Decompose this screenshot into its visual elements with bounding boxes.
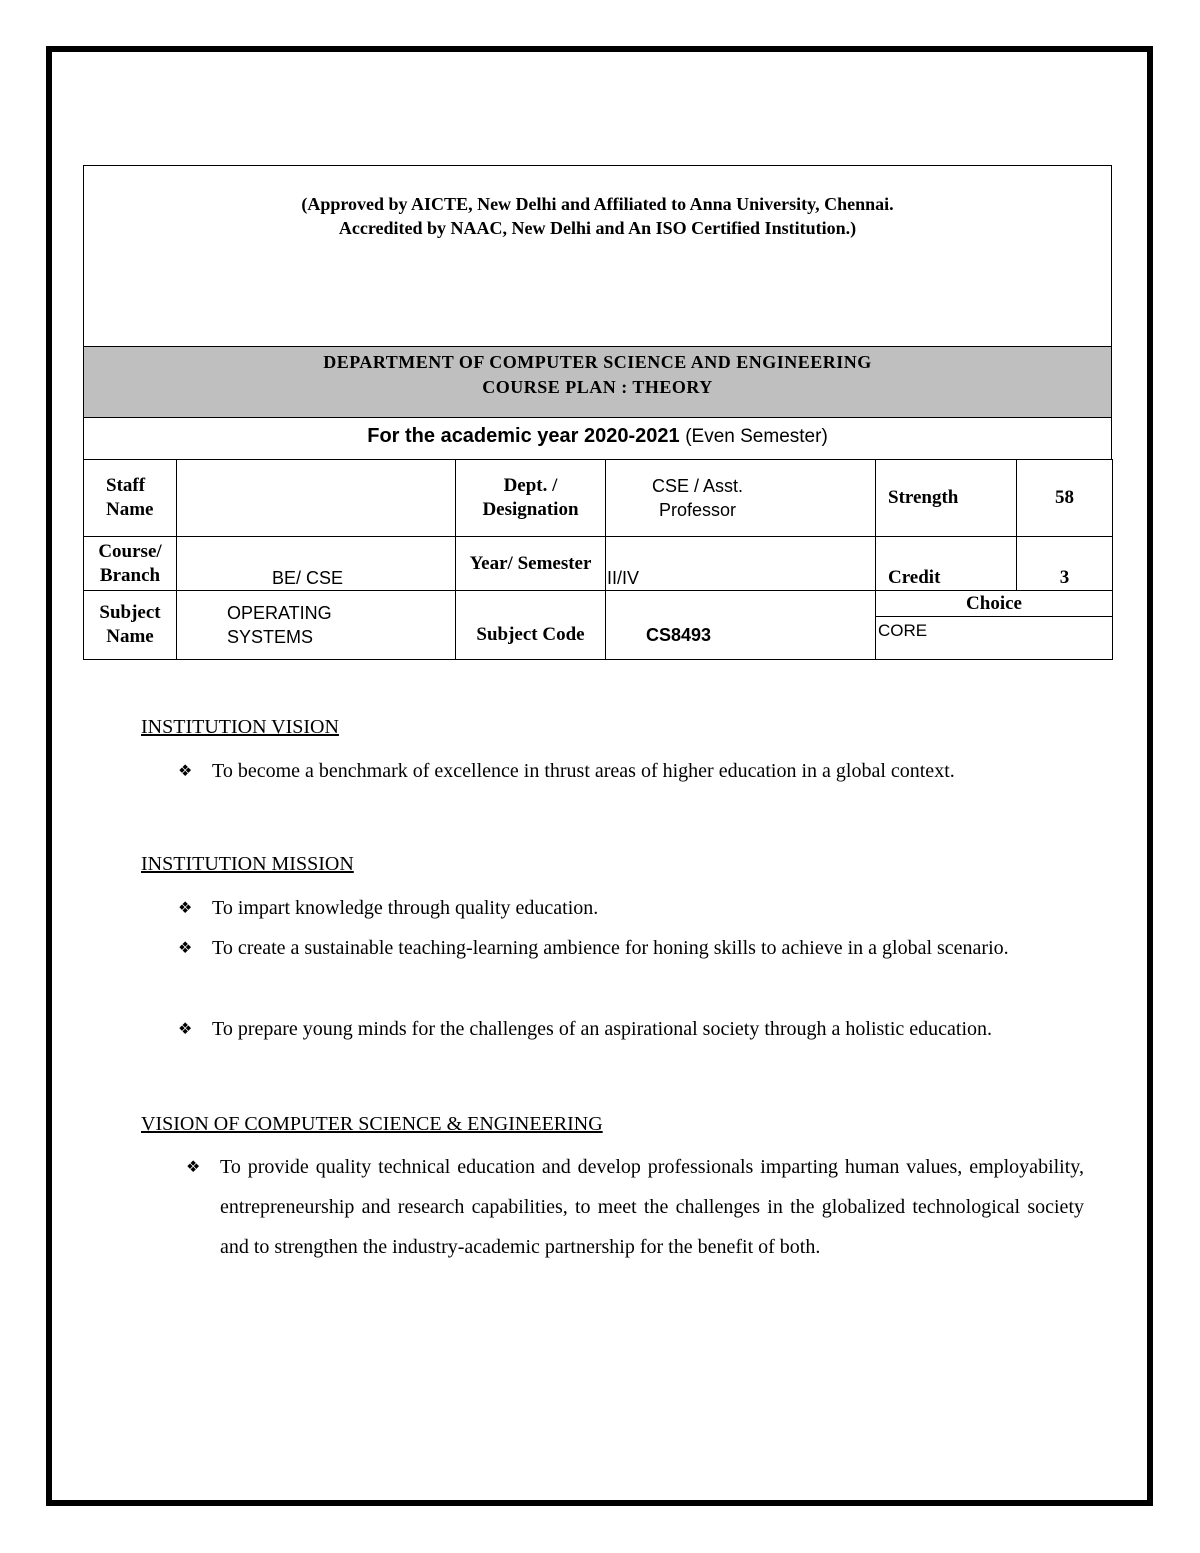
mission-item-2: To create a sustainable teaching-learning ambience for honing skills to achieve in a global scenario. — [212, 937, 1009, 959]
subject-name-value: OPERATING SYSTEMS — [177, 591, 456, 660]
table-row — [84, 591, 1113, 660]
year-semester-label: Year/ Semester — [456, 537, 606, 591]
staff-name-value — [177, 460, 456, 537]
choice-value: CORE — [878, 621, 928, 640]
bullet-icon: ❖ — [178, 938, 193, 957]
bullet-icon: ❖ — [178, 1019, 193, 1038]
semester-note: (Even Semester) — [685, 426, 828, 447]
mission-item-3: To prepare young minds for the challenges of an aspirational society through a holistic education. — [212, 1018, 993, 1040]
bullet-icon: ❖ — [178, 898, 193, 917]
subject-code-value: CS8493 — [606, 591, 876, 660]
academic-year-row — [83, 419, 1112, 459]
department-band — [84, 346, 1111, 418]
institution-mission-title: INSTITUTION MISSION — [141, 853, 354, 875]
approval-line-1: (Approved by AICTE, New Delhi and Affiliated to Anna University, Chennai. — [301, 194, 894, 214]
mission-item-1: To impart knowledge through quality education. — [212, 897, 599, 919]
institution-vision-title: INSTITUTION VISION — [141, 716, 339, 738]
header-box — [83, 165, 1112, 420]
approval-statement — [84, 192, 1111, 240]
staff-name-label: Staff Name — [84, 460, 177, 537]
approval-line-2: Accredited by NAAC, New Delhi and An ISO Certified Institution.) — [338, 218, 857, 238]
subject-code-label: Subject Code — [456, 591, 606, 660]
department-title: DEPARTMENT OF COMPUTER SCIENCE AND ENGINEERING — [323, 352, 872, 372]
cse-vision-item-1: To provide quality technical education and develop professionals imparting human values, employability, entrepreneurship and research capabilities, to meet the challenges in the globalized technological society and to strengthen the industry-academic partnership for the benefit of both. — [220, 1156, 1084, 1258]
vision-item-1: To become a benchmark of excellence in thrust areas of higher education in a global context. — [212, 760, 955, 782]
credit-label: Credit — [876, 537, 1017, 591]
credit-value: 3 — [1017, 537, 1113, 591]
course-branch-value: BE/ CSE — [177, 537, 456, 591]
course-branch-label: Course/ Branch — [84, 537, 177, 591]
strength-value: 58 — [1017, 460, 1113, 537]
bullet-icon: ❖ — [186, 1157, 201, 1176]
table-row — [84, 537, 1113, 591]
dept-designation-label: Dept. / Designation — [456, 460, 606, 537]
cse-vision-title: VISION OF COMPUTER SCIENCE & ENGINEERING — [141, 1113, 603, 1135]
academic-year-label: For the academic year 2020-2021 — [367, 425, 680, 447]
course-plan-title: COURSE PLAN : THEORY — [482, 377, 713, 397]
strength-label: Strength — [876, 460, 1017, 537]
course-info-table — [83, 459, 1113, 660]
subject-name-label: Subject Name — [84, 591, 177, 660]
choice-label: Choice — [876, 591, 1112, 617]
dept-designation-value: CSE / Asst. Professor — [606, 460, 876, 537]
bullet-icon: ❖ — [178, 761, 193, 780]
table-row — [84, 460, 1113, 537]
choice-cell — [876, 591, 1113, 660]
year-semester-value: II/IV — [606, 537, 876, 591]
